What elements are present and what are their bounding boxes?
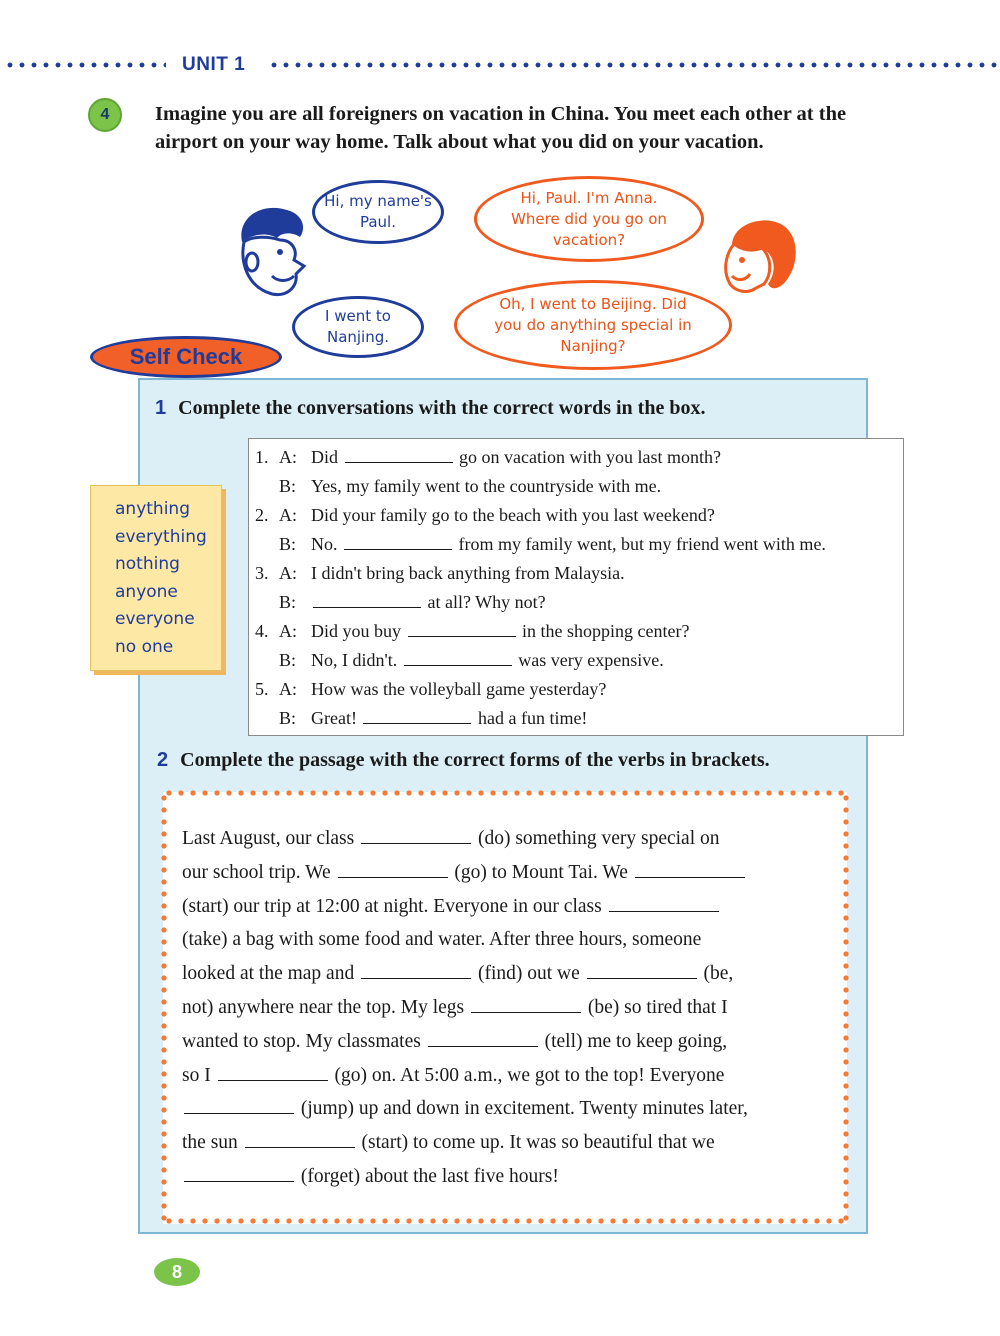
- speech-bubble-paul-2: I went to Nanjing.: [292, 296, 424, 358]
- line-text: No.: [311, 534, 338, 554]
- word-box-item: anyone: [115, 581, 178, 602]
- answer-blank[interactable]: [587, 960, 697, 979]
- line-text: Did your family go to the beach with you last weekend?: [311, 505, 715, 525]
- word-box-item: nothing: [115, 554, 180, 574]
- speaker-label: B:: [279, 592, 297, 612]
- self-check-label: Self Check: [90, 336, 282, 378]
- conversation-box: [248, 438, 904, 736]
- answer-blank[interactable]: [428, 1028, 538, 1047]
- section-2-number: 2: [157, 749, 169, 771]
- activity-instruction: Imagine you are all foreigners on vacation in China. You meet each other at the airport on your way home. Talk about what you did on your vacation.: [155, 103, 847, 153]
- answer-blank[interactable]: [404, 650, 512, 666]
- speaker-label: A:: [279, 679, 297, 699]
- speech-bubble-anna-2: Oh, I went to Beijing. Did you do anything special in Nanjing?: [454, 280, 732, 370]
- answer-blank[interactable]: [338, 859, 448, 878]
- answer-blank[interactable]: [408, 621, 516, 637]
- answer-blank[interactable]: [345, 447, 453, 463]
- conversation-number: 1.: [255, 447, 269, 467]
- section-2-title: [157, 749, 770, 772]
- section-2-instruction: Complete the passage with the correct forms of the verbs in brackets.: [180, 749, 770, 771]
- header-dots-right: [268, 62, 998, 68]
- dotted-border-bottom: [163, 1218, 847, 1224]
- line-text: How was the volleyball game yesterday?: [311, 679, 607, 699]
- header-dots-left: [4, 62, 166, 68]
- speech-bubble-paul-1: Hi, my name's Paul.: [312, 180, 444, 244]
- answer-blank[interactable]: [635, 859, 745, 878]
- line-text: Did: [311, 447, 338, 467]
- answer-blank[interactable]: [218, 1062, 328, 1081]
- anna-face-icon: [712, 214, 802, 304]
- passage-line: (take) a bag with some food and water. After three hours, someone: [182, 929, 702, 951]
- page-number: 8: [154, 1258, 200, 1286]
- passage-line: so I (go) on. At 5:00 a.m., we got to the top! Everyone: [182, 1059, 832, 1093]
- answer-blank[interactable]: [361, 825, 471, 844]
- line-text: go on vacation with you last month?: [459, 447, 721, 467]
- conversation-number: 2.: [255, 505, 269, 525]
- passage-line: (jump) up and down in excitement. Twenty minutes later,: [182, 1092, 832, 1126]
- word-box: [90, 485, 222, 671]
- passage-line: not) anywhere near the top. My legs (be) so tired that I: [182, 991, 832, 1025]
- speaker-label: A:: [279, 563, 297, 583]
- conversation-number: 3.: [255, 563, 269, 583]
- speaker-label: A:: [279, 447, 297, 467]
- dotted-border-right: [843, 792, 849, 1224]
- line-text: had a fun time!: [477, 708, 588, 728]
- conversation-number: 5.: [255, 679, 269, 699]
- line-text: at all? Why not?: [427, 592, 546, 612]
- answer-blank[interactable]: [609, 893, 719, 912]
- answer-blank[interactable]: [245, 1129, 355, 1148]
- activity-number-badge: 4: [88, 98, 122, 132]
- section-1-number: 1: [155, 397, 167, 419]
- passage-line: the sun (start) to come up. It was so beautiful that we: [182, 1126, 832, 1160]
- speaker-label: B:: [279, 534, 297, 554]
- line-text: from my family went, but my friend went with me.: [458, 534, 826, 554]
- unit-title: UNIT 1: [182, 54, 246, 75]
- line-text: Did you buy: [311, 621, 401, 641]
- passage-text: [182, 822, 832, 1194]
- section-1-instruction: Complete the conversations with the correct words in the box.: [178, 397, 706, 419]
- answer-blank[interactable]: [471, 994, 581, 1013]
- answer-blank[interactable]: [344, 534, 452, 550]
- answer-blank[interactable]: [313, 592, 421, 608]
- conversation-number: 4.: [255, 621, 269, 641]
- answer-blank[interactable]: [363, 708, 471, 724]
- passage-line: Last August, our class (do) something very special on: [182, 822, 832, 856]
- passage-line: our school trip. We (go) to Mount Tai. We: [182, 856, 832, 890]
- answer-blank[interactable]: [361, 960, 471, 979]
- line-text: in the shopping center?: [522, 621, 690, 641]
- speaker-label: B:: [279, 650, 297, 670]
- passage-line: (start) our trip at 12:00 at night. Everyone in our class: [182, 890, 832, 924]
- speaker-label: B:: [279, 476, 297, 496]
- word-box-item: anything: [115, 499, 190, 519]
- line-text: Yes, my family went to the countryside with me.: [311, 476, 662, 496]
- line-text: No, I didn't.: [311, 650, 398, 670]
- word-box-item: no one: [115, 636, 174, 657]
- speech-bubble-anna-1: Hi, Paul. I'm Anna. Where did you go on vacation?: [474, 176, 704, 262]
- line-text: I didn't bring back anything from Malaysia.: [311, 563, 625, 583]
- answer-blank[interactable]: [184, 1163, 294, 1182]
- speaker-label: A:: [279, 621, 297, 641]
- answer-blank[interactable]: [184, 1095, 294, 1114]
- passage-line: (forget) about the last five hours!: [182, 1160, 832, 1194]
- word-box-item: everything: [115, 526, 207, 547]
- word-box-item: everyone: [115, 609, 195, 629]
- section-1-title: [155, 397, 705, 420]
- dotted-border-top: [163, 790, 847, 796]
- paul-face-icon: [232, 202, 312, 302]
- line-text: Great!: [311, 708, 357, 728]
- speaker-label: A:: [279, 505, 297, 525]
- speaker-label: B:: [279, 708, 297, 728]
- line-text: was very expensive.: [518, 650, 664, 670]
- passage-line: looked at the map and (find) out we (be,: [182, 957, 832, 991]
- dotted-border-left: [161, 792, 167, 1224]
- passage-line: wanted to stop. My classmates (tell) me to keep going,: [182, 1025, 832, 1059]
